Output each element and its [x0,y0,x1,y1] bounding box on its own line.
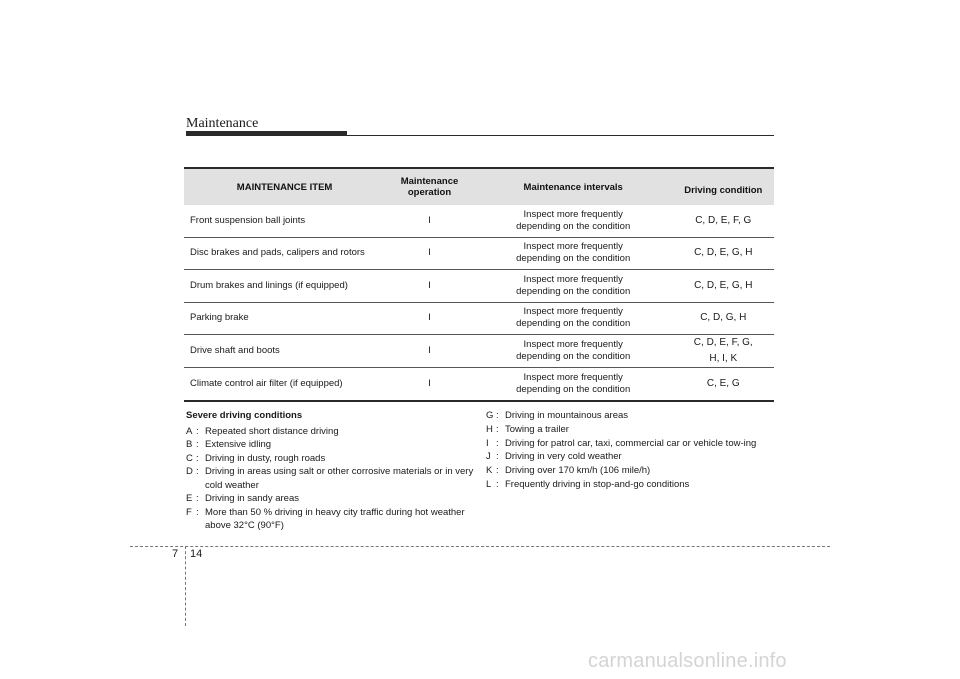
condition-letter: G [486,410,494,421]
table-cell-operation: I [385,368,474,401]
condition-letter: B [186,439,193,450]
condition-item [486,437,776,451]
condition-letter: K [486,465,493,477]
table-cell-operation: I [385,335,474,368]
condition-text: C, D, G, H [700,312,747,324]
column-header-item: MAINTENANCE ITEM [184,168,385,205]
condition-text: C, D, E, F, G [695,214,752,226]
table-cell-operation: I [385,205,474,237]
severe-conditions-heading: Severe driving conditions [186,410,303,421]
condition-letter: L [486,478,492,490]
condition-separator: : [196,452,199,464]
condition-separator: : [196,425,199,437]
condition-separator: : [496,478,499,490]
table-cell-interval: Inspect more frequently depending on the condition [474,237,673,270]
table-cell-condition [673,270,774,303]
table-row [184,205,774,237]
column-header-operation: Maintenance operation [385,168,474,205]
table-cell-condition [673,368,774,401]
table-cell-operation: I [385,237,474,270]
header-rule-accent [186,131,347,136]
watermark: carmanualsonline.info [588,650,787,672]
condition-separator: : [496,465,499,477]
table-row [184,335,774,368]
table-cell-condition [673,205,774,237]
condition-description: Driving in dusty, rough roads [205,452,326,464]
table-row [184,270,774,303]
condition-item [486,423,776,437]
condition-item [486,450,776,464]
table-cell-item: Drum brakes and linings (if equipped) [184,270,385,303]
table-row [184,302,774,335]
chapter-number: 7 [172,548,179,560]
severe-conditions-right [486,409,776,492]
condition-letter: A [186,425,193,437]
table-cell-condition [673,335,774,368]
table-cell-interval: Inspect more frequently depending on the condition [474,270,673,303]
table-cell-item: Drive shaft and boots [184,335,385,368]
severe-conditions-left [186,409,476,533]
condition-item [186,492,476,506]
condition-description: Driving in sandy areas [205,493,299,504]
table-cell-operation: I [385,302,474,335]
condition-description: Driving in very cold weather [505,451,622,463]
condition-description: Driving in areas using salt or other corrosive materials or in very cold weather [205,466,474,491]
condition-item [186,452,476,466]
table-header-row [184,168,774,205]
condition-item [486,409,776,423]
condition-description: Frequently driving in stop-and-go conditions [505,478,690,490]
condition-letter: E [186,493,193,504]
condition-description: Driving for patrol car, taxi, commercial car or vehicle tow-ing [505,437,757,449]
condition-letter: D [186,466,193,477]
condition-description: Repeated short distance driving [205,425,339,437]
condition-item [186,465,476,492]
table-cell-interval: Inspect more frequently depending on the condition [474,302,673,335]
footer-divider-vertical [185,546,186,626]
page-section-title: Maintenance [186,116,259,131]
condition-item [186,506,476,533]
condition-text: C, E, G [706,377,740,389]
table-row [184,368,774,401]
condition-text: C, D, E, G, H [694,279,753,291]
condition-item [486,478,776,492]
page-number: 14 [190,548,203,560]
column-header-condition: Driving condition [673,168,774,205]
table-cell-operation: I [385,270,474,303]
condition-letter: J [486,451,491,463]
condition-separator: : [496,410,499,421]
condition-description: Driving in mountainous areas [505,410,629,421]
footer-divider [130,546,830,547]
table-cell-interval: Inspect more frequently depending on the condition [474,368,673,401]
condition-description: Extensive idling [205,439,272,450]
condition-letter: C [186,452,193,464]
condition-letter: I [486,437,489,449]
table-cell-item: Climate control air filter (if equipped) [184,368,385,401]
condition-text: C, D, E, F, G, H, I, K [693,337,753,364]
condition-separator: : [196,493,199,504]
condition-item [186,425,476,439]
table-cell-condition [673,302,774,335]
condition-item [486,464,776,478]
column-header-interval: Maintenance intervals [474,168,673,205]
condition-separator: : [196,466,199,477]
condition-description: Driving over 170 km/h (106 mile/h) [505,465,651,477]
condition-separator: : [196,439,199,450]
table-cell-condition [673,237,774,270]
condition-letter: H [486,423,493,435]
condition-text: C, D, E, G, H [694,247,753,259]
condition-separator: : [496,437,499,449]
condition-separator: : [196,506,199,518]
maintenance-table [184,167,774,402]
condition-description: Towing a trailer [505,423,569,435]
table-cell-item: Disc brakes and pads, calipers and rotors [184,237,385,270]
table-row [184,237,774,270]
condition-separator: : [496,451,499,463]
condition-item [186,438,476,452]
table-cell-interval: Inspect more frequently depending on the condition [474,335,673,368]
table-cell-item: Parking brake [184,302,385,335]
condition-separator: : [496,423,499,435]
table-cell-item: Front suspension ball joints [184,205,385,237]
condition-description: More than 50 % driving in heavy city traffic during hot weather above 32°C (90°F) [205,506,465,531]
condition-letter: F [186,506,192,518]
table-cell-interval: Inspect more frequently depending on the condition [474,205,673,237]
